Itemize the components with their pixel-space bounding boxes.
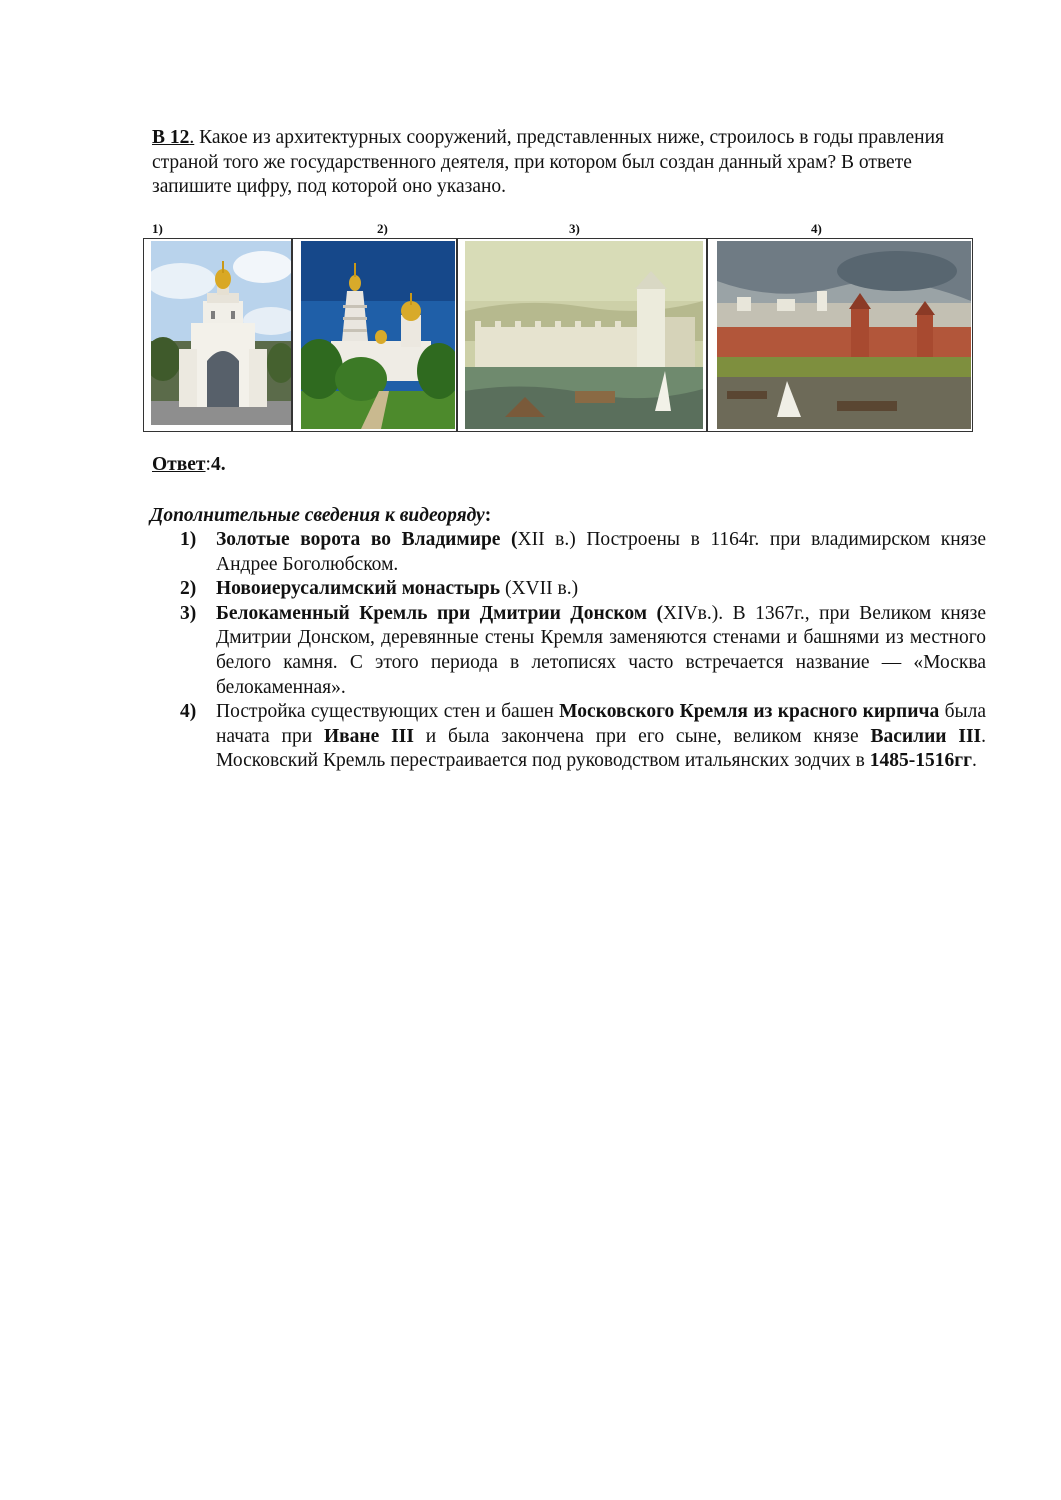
list-item-text: была начата при xyxy=(216,701,986,747)
list-item-bold: Московского Кремля из красного кирпича xyxy=(559,701,940,723)
golden-gate-photo xyxy=(151,241,291,425)
list-item xyxy=(180,602,986,700)
answer-line xyxy=(152,453,226,477)
image-cell-4 xyxy=(707,238,973,432)
extra-info-title xyxy=(150,504,491,528)
extra-info-title-text: Дополнительные сведения к видеоряду xyxy=(150,505,485,526)
list-item-bold: 1485-1516гг xyxy=(869,750,972,772)
list-item-text: XII в.) Построены в 1164г. при владимирском князе Андрее Боголюбском. xyxy=(216,529,986,575)
list-item-text: . Московский Кремль перестраивается под руководством итальянских зодчих в xyxy=(216,725,987,772)
answer-separator: : xyxy=(205,454,211,475)
new-jerusalem-monastery-photo xyxy=(301,241,455,429)
list-item xyxy=(180,577,986,602)
image-label-3: 3) xyxy=(569,221,580,236)
list-item-text: (XVII в.) xyxy=(500,578,579,600)
list-item-bold: Золотые ворота во Владимире ( xyxy=(216,529,518,550)
image-cell-2 xyxy=(292,238,457,432)
image-cell-1 xyxy=(143,238,292,432)
list-item xyxy=(180,700,986,774)
white-stone-kremlin-painting xyxy=(465,241,703,429)
image-table xyxy=(143,221,973,434)
list-item-number: 3) xyxy=(180,602,197,624)
red-brick-kremlin-painting xyxy=(717,241,971,429)
question-block xyxy=(152,126,982,200)
list-item-bold: Белокаменный Кремль при Дмитрии Донском ( xyxy=(216,602,663,624)
extra-info-title-colon: : xyxy=(484,505,492,526)
image-label-4: 4) xyxy=(811,221,822,236)
answer-value: 4. xyxy=(210,454,226,475)
list-item-bold: Иване III xyxy=(323,725,414,747)
list-item xyxy=(180,528,986,577)
image-cell-3 xyxy=(457,238,707,432)
image-label-2: 2) xyxy=(377,221,388,236)
list-item-bold: Василии III xyxy=(870,725,982,747)
list-item-number: 4) xyxy=(180,701,197,723)
list-item-text: XIVв.). В 1367г., при Великом князе Дмитрии Донском, деревянные стены Кремля заменяются стенами и башнями из местного белого камня. С этого периода в летописях часто встречается название — «Москва белокаменная». xyxy=(216,602,986,698)
list-item-number: 2) xyxy=(180,578,197,600)
list-item-number: 1) xyxy=(180,529,197,550)
image-label-1: 1) xyxy=(152,221,163,236)
question-number-dot: . xyxy=(189,127,195,148)
list-item-text: и была закончена при его сыне, великом князе xyxy=(413,725,871,747)
extra-info-list xyxy=(180,528,986,774)
list-item-bold: Новоиерусалимский монастырь xyxy=(216,578,501,600)
question-number: В 12 xyxy=(152,127,190,148)
question-text: Какое из архитектурных сооружений, представленных ниже, строилось в годы правления страной того же государственного деятеля, при котором был создан данный храм? В ответе запишите цифру, под которой оно указано. xyxy=(152,127,944,197)
list-item-text: . xyxy=(971,750,977,772)
list-item-text: Постройка существующих стен и башен xyxy=(216,701,560,723)
answer-label: Ответ xyxy=(152,454,206,475)
